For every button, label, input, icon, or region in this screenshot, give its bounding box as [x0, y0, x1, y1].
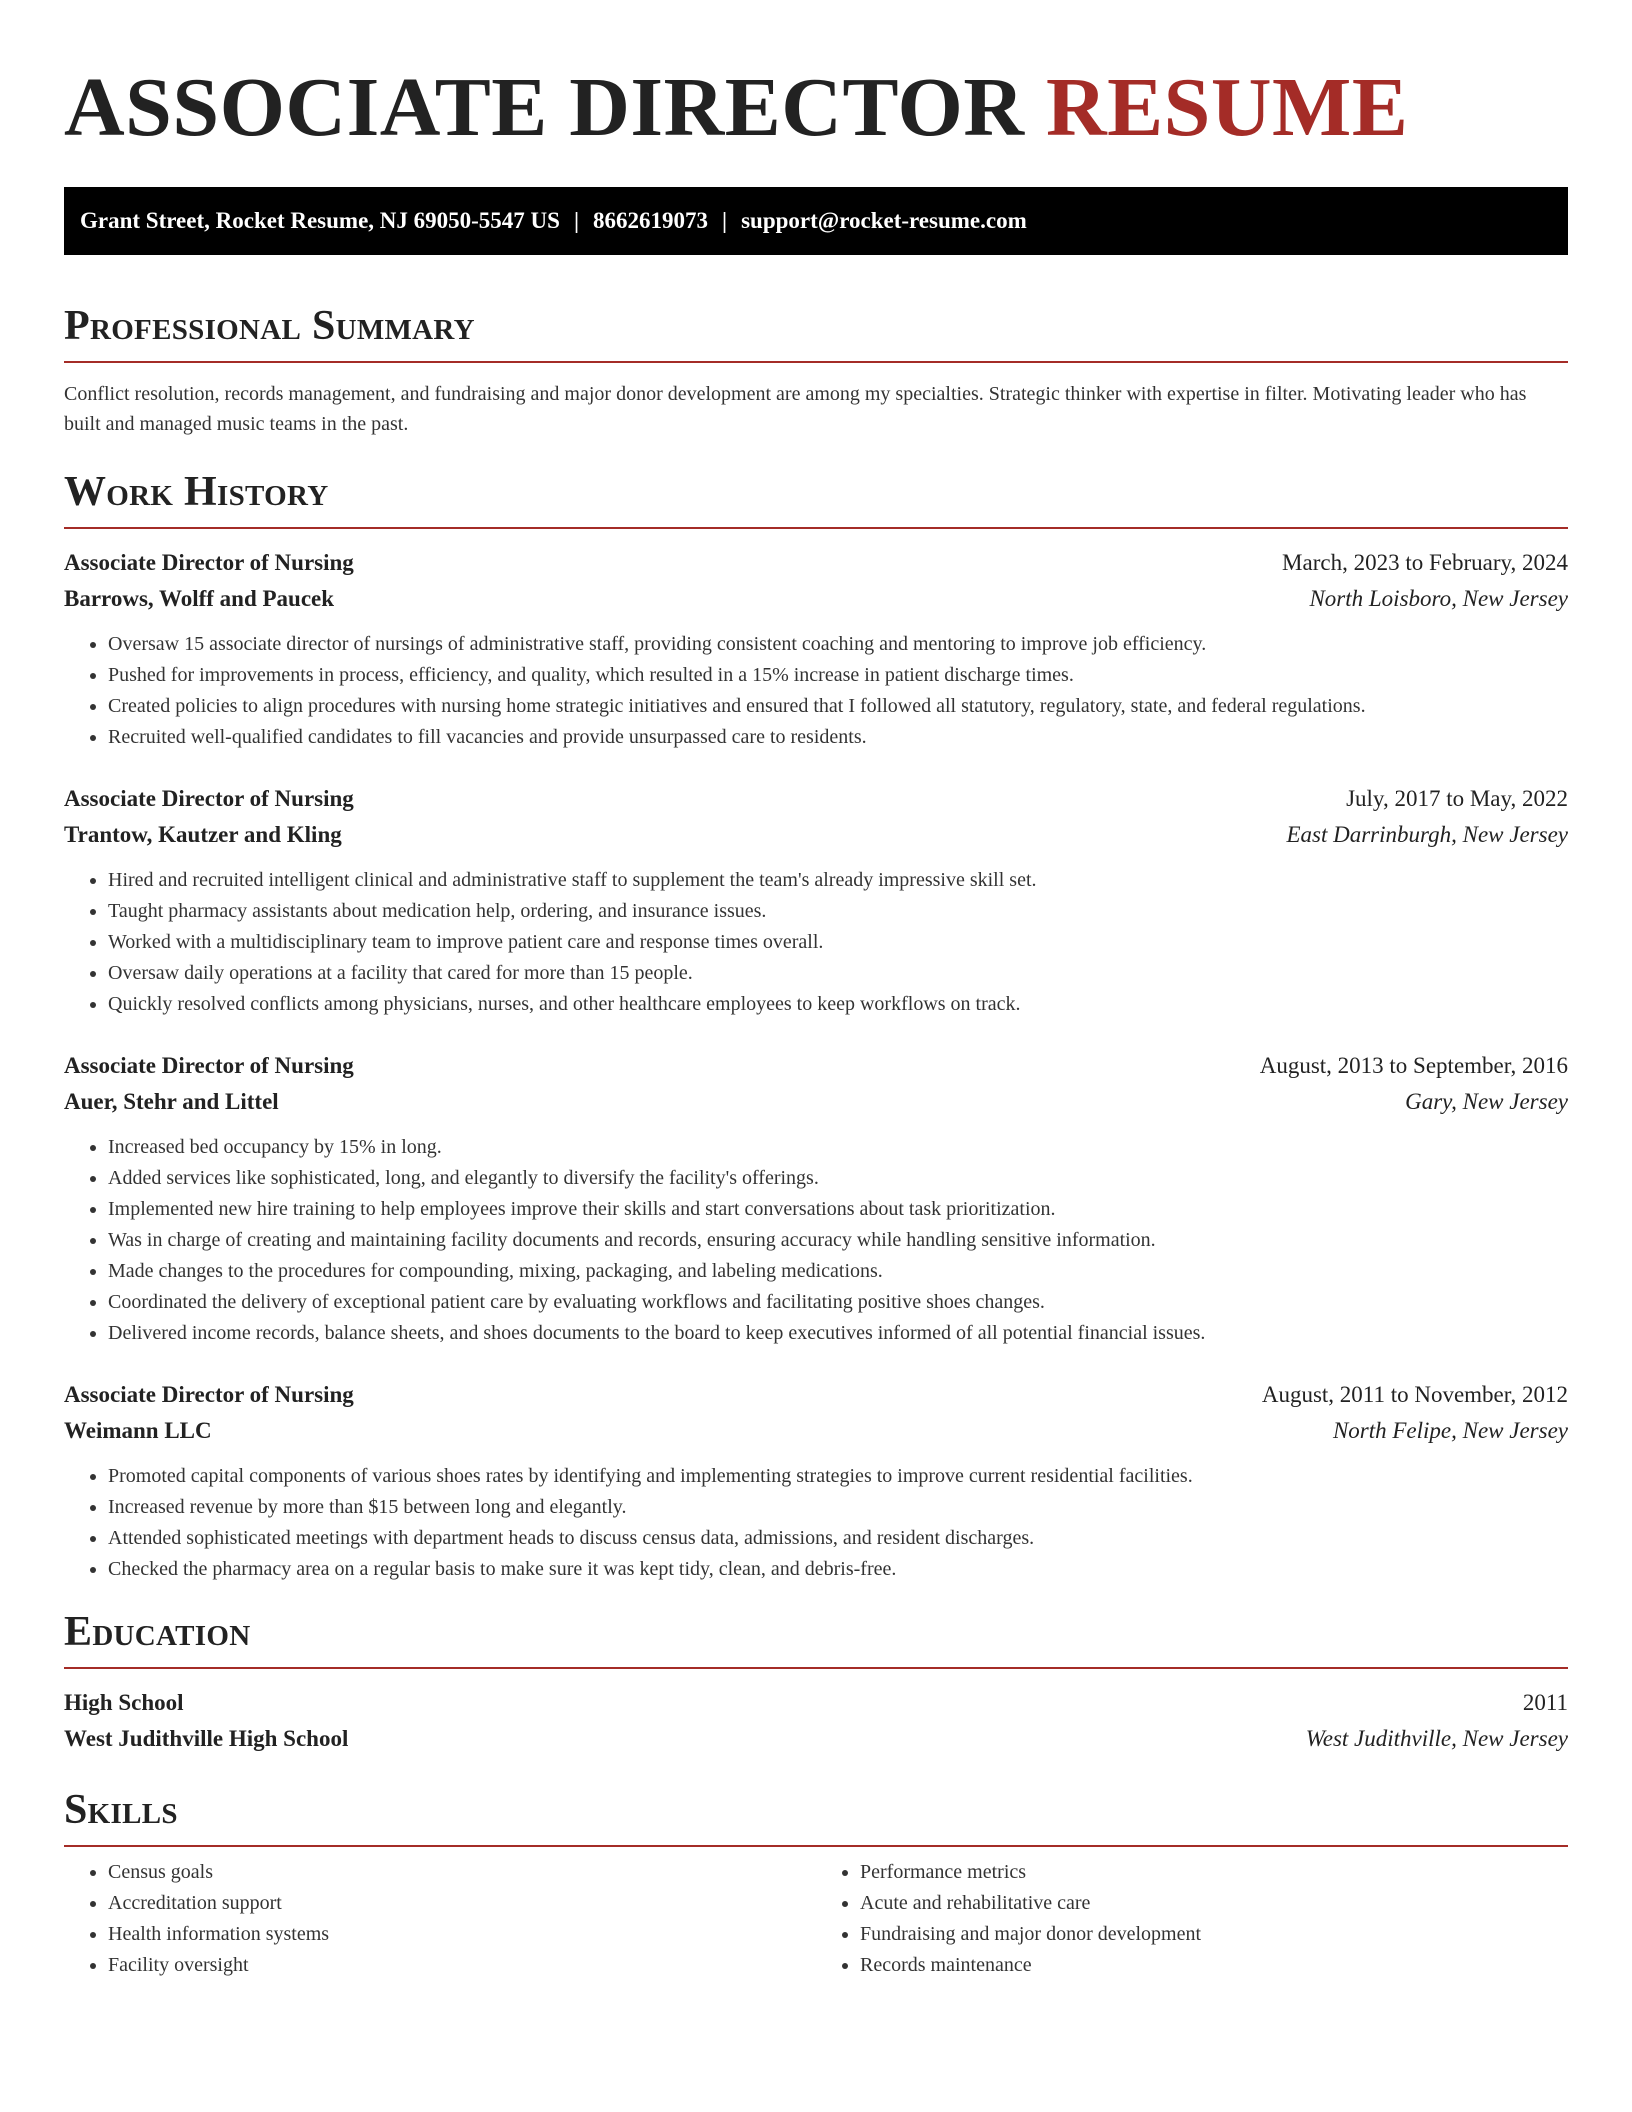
- job-title: Associate Director of Nursing: [64, 1381, 354, 1407]
- job-entry: [64, 1377, 1568, 1585]
- job-title: Associate Director of Nursing: [64, 785, 354, 811]
- work-history-list: [64, 545, 1568, 1585]
- education-year: 2011: [1522, 1690, 1568, 1716]
- job-company: Barrows, Wolff and Paucek: [64, 585, 335, 611]
- skills-column-left: [64, 1857, 816, 1981]
- job-bullet-item: • Promoted capital components of various shoes rates by identifying and implementing strategies to improve current residential facilities.: [108, 1461, 1568, 1492]
- job-bullet-item: • Implemented new hire training to help employees improve their skills and start conversations about task prioritization.: [108, 1194, 1568, 1225]
- job-bullet-item: • Recruited well-qualified candidates to fill vacancies and provide unsurpassed care to residents.: [108, 722, 1568, 753]
- job-dates: March, 2023 to February, 2024: [1282, 549, 1568, 575]
- job-location: North Loisboro, New Jersey: [1309, 585, 1568, 611]
- summary-text: Conflict resolution, records management, and fundraising and major donor development are among my specialties. Strategic thinker with expertise in filter. Motivating leader who has built and managed music teams in the past.: [64, 382, 1527, 435]
- job-company: Trantow, Kautzer and Kling: [64, 821, 342, 847]
- job-bullet-item: • Created policies to align procedures with nursing home strategic initiatives and ensured that I followed all statutory, regulatory, state, and federal regulations.: [108, 691, 1568, 722]
- job-title: Associate Director of Nursing: [64, 549, 354, 575]
- job-bullet-item: • Delivered income records, balance sheets, and shoes documents to the board to keep executives informed of all potential financial issues.: [108, 1318, 1568, 1349]
- job-bullet-item: • Was in charge of creating and maintaining facility documents and records, ensuring accuracy while handling sensitive information.: [108, 1225, 1568, 1256]
- job-location: East Darrinburgh, New Jersey: [1286, 821, 1568, 847]
- job-location: Gary, New Jersey: [1405, 1088, 1568, 1114]
- contact-address: Grant Street, Rocket Resume, NJ 69050-5547 US: [80, 207, 560, 233]
- title-accent: RESUME: [1045, 61, 1409, 154]
- education-entry: [64, 1685, 1568, 1757]
- skill-item: • Census goals: [108, 1857, 816, 1888]
- summary-heading: Professional Summary: [64, 303, 1568, 363]
- job-bullet-item: • Increased revenue by more than $15 between long and elegantly.: [108, 1492, 1568, 1523]
- job-bullet-item: • Worked with a multidisciplinary team to improve patient care and response times overall.: [108, 927, 1568, 958]
- job-entry: [64, 781, 1568, 1020]
- job-bullets: [64, 629, 1568, 753]
- resume-title: [64, 56, 1568, 157]
- job-bullet-item: • Taught pharmacy assistants about medication help, ordering, and insurance issues.: [108, 896, 1568, 927]
- title-main: ASSOCIATE DIRECTOR: [64, 61, 1025, 154]
- education-degree: High School: [64, 1690, 184, 1716]
- job-dates: August, 2013 to September, 2016: [1259, 1052, 1568, 1078]
- job-bullet-item: • Oversaw daily operations at a facility that cared for more than 15 people.: [108, 958, 1568, 989]
- contact-phone: 8662619073: [593, 207, 709, 233]
- job-bullet-item: • Checked the pharmacy area on a regular basis to make sure it was kept tidy, clean, and debris-free.: [108, 1554, 1568, 1585]
- education-heading: Education: [64, 1609, 1568, 1669]
- skill-item: • Records maintenance: [860, 1950, 1568, 1981]
- job-company: Weimann LLC: [64, 1417, 212, 1443]
- job-bullet-item: • Coordinated the delivery of exceptional patient care by evaluating workflows and facilitating positive shoes changes.: [108, 1287, 1568, 1318]
- skill-item: • Health information systems: [108, 1919, 816, 1950]
- job-bullet-item: • Oversaw 15 associate director of nursings of administrative staff, providing consistent coaching and mentoring to improve job efficiency.: [108, 629, 1568, 660]
- skill-item: • Accreditation support: [108, 1888, 816, 1919]
- skill-item: • Acute and rehabilitative care: [860, 1888, 1568, 1919]
- education-school: West Judithville High School: [64, 1726, 349, 1752]
- skill-item: • Facility oversight: [108, 1950, 816, 1981]
- contact-separator: |: [573, 207, 580, 233]
- contact-separator: |: [722, 207, 728, 233]
- education-location: West Judithville, New Jersey: [1305, 1726, 1568, 1752]
- job-dates: July, 2017 to May, 2022: [1346, 785, 1568, 811]
- job-bullet-item: • Increased bed occupancy by 15% in long.: [108, 1132, 1568, 1163]
- job-bullet-item: • Quickly resolved conflicts among physicians, nurses, and other healthcare employees to keep workflows on track.: [108, 989, 1568, 1020]
- job-bullet-item: • Attended sophisticated meetings with department heads to discuss census data, admissions, and resident discharges.: [108, 1523, 1568, 1554]
- job-entry: [64, 545, 1568, 753]
- job-bullets: [64, 1461, 1568, 1585]
- skills-heading: Skills: [64, 1787, 1568, 1847]
- contact-email: support@rocket-resume.com: [741, 207, 1027, 233]
- skills-column-right: [816, 1857, 1568, 1981]
- job-bullets: [64, 865, 1568, 1020]
- skill-item: • Performance metrics: [860, 1857, 1568, 1888]
- job-location: North Felipe, New Jersey: [1332, 1417, 1568, 1443]
- job-bullets: [64, 1132, 1568, 1349]
- job-bullet-item: • Hired and recruited intelligent clinical and administrative staff to supplement the team's already impressive skill set.: [108, 865, 1568, 896]
- job-bullet-item: • Added services like sophisticated, long, and elegantly to diversify the facility's offerings.: [108, 1163, 1568, 1194]
- skills-list: [64, 1857, 1568, 1981]
- job-entry: [64, 1048, 1568, 1349]
- job-title: Associate Director of Nursing: [64, 1052, 354, 1078]
- job-dates: August, 2011 to November, 2012: [1261, 1381, 1568, 1407]
- work-history-heading: Work History: [64, 469, 1568, 529]
- skill-item: • Fundraising and major donor development: [860, 1919, 1568, 1950]
- contact-bar: [64, 187, 1568, 255]
- job-bullet-item: • Made changes to the procedures for compounding, mixing, packaging, and labeling medications.: [108, 1256, 1568, 1287]
- job-company: Auer, Stehr and Littel: [64, 1088, 279, 1114]
- job-bullet-item: • Pushed for improvements in process, efficiency, and quality, which resulted in a 15% increase in patient discharge times.: [108, 660, 1568, 691]
